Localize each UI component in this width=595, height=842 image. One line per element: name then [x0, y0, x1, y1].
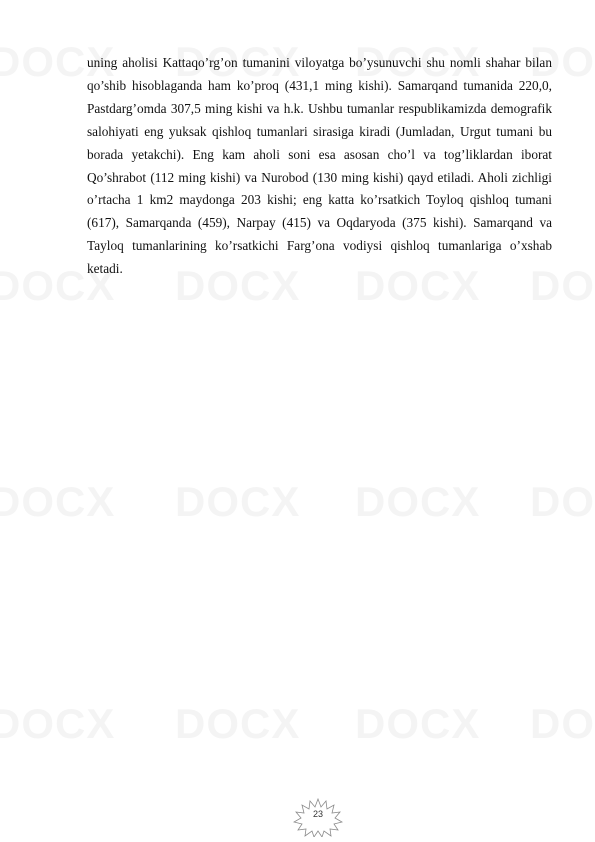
watermark [175, 478, 300, 526]
watermark [530, 700, 595, 748]
page-number: 23 [312, 809, 323, 819]
watermark [355, 700, 480, 748]
watermark [355, 478, 480, 526]
page-content [87, 52, 552, 281]
watermark [175, 700, 300, 748]
watermark [0, 478, 115, 526]
watermark [0, 700, 115, 748]
page-number-badge [293, 797, 343, 837]
watermark [530, 478, 595, 526]
body-paragraph: uning aholisi Kattaqo’rg’on tumanini viloyatga bo’ysunuvchi shu nomli shahar bilan qo’shib hisoblaganda ham ko’proq (431,1 ming kishi). Samarqand tumanida 220,0, Pastdarg’omda 307,5 ming kishi va h.k. Ushbu tumanlar respublikamizda demografik salohiyati eng yuksak qishloq tumanlari sirasiga kiradi (Jumladan, Urgut tumani bu borada yetakchi). Eng kam aholi soni esa asosan cho’l va tog’liklardan iborat Qo’shrabot (112 ming kishi) va Nurobod (130 ming kishi) qayd etiladi. Aholi zichligi o’rtacha 1 km2 maydonga 203 kishi; eng katta ko’rsatkich Toyloq qishloq tumani (617), Samarqanda (459), Narpay (415) va Oqdaryoda (375 kishi). Samarqand va Tayloq tumanlarining ko’rsatkichi Farg’ona vodiysi qishloq tumanlariga o’xshab ketadi. [87, 55, 552, 277]
